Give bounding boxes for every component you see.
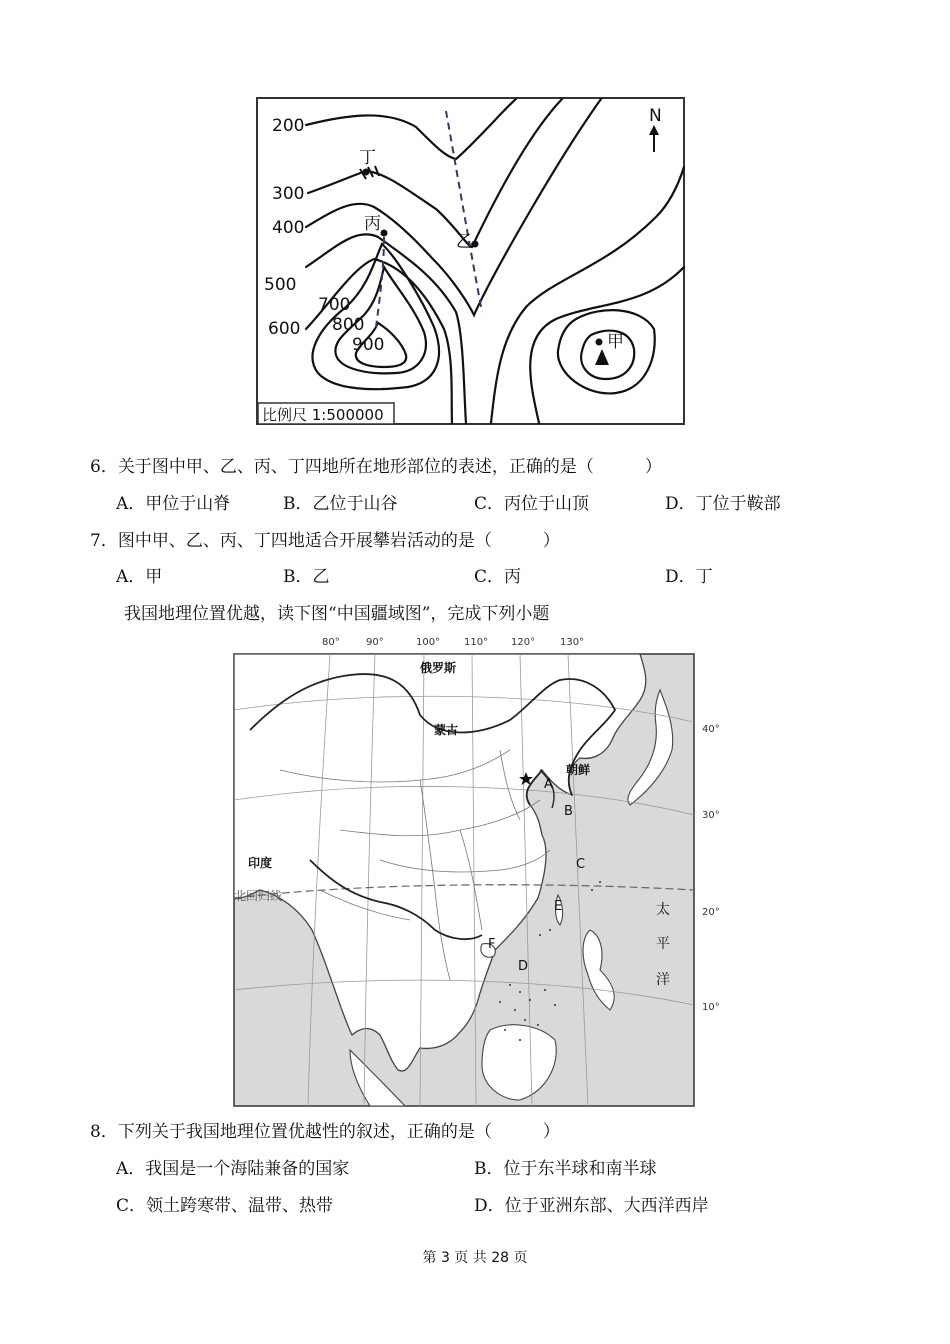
section-intro: 我国地理位置优越，读下图“中国疆域图”，完成下列小题 xyxy=(124,604,550,624)
label-tropic: 北回归线 xyxy=(234,889,283,903)
label-pacific-3: 洋 xyxy=(656,972,670,988)
place-bing: 丙 xyxy=(364,214,381,234)
page-footer: 第 3 页 共 28 页 xyxy=(422,1250,528,1266)
question-6-option-d: D．丁位于鞍部 xyxy=(665,494,781,514)
place-yi: 乙 xyxy=(456,232,473,252)
north-label: N xyxy=(649,106,662,126)
topographic-map xyxy=(256,97,686,427)
point-c: C xyxy=(576,857,586,872)
point-e: E xyxy=(554,899,563,914)
point-a: A xyxy=(544,777,553,792)
label-pacific-1: 太 xyxy=(656,902,670,918)
label-korea: 朝鲜 xyxy=(566,763,591,777)
question-8-option-b: B．位于东半球和南半球 xyxy=(474,1159,657,1179)
lat-label-10: 10° xyxy=(702,1002,720,1013)
contour-label-300: 300 xyxy=(272,184,305,204)
contour-label-500: 500 xyxy=(264,275,297,295)
question-8-stem: 8．下列关于我国地理位置优越性的叙述，正确的是（ ） xyxy=(90,1122,560,1142)
contour-label-700: 700 xyxy=(318,295,351,315)
question-7-option-a: A．甲 xyxy=(116,567,163,587)
contour-label-600: 600 xyxy=(268,319,301,339)
point-bing xyxy=(381,230,388,237)
lon-label-100: 100° xyxy=(416,637,441,648)
point-b: B xyxy=(564,804,573,819)
question-7-option-c: C．丙 xyxy=(474,567,522,587)
question-6-option-a: A．甲位于山脊 xyxy=(116,494,231,514)
point-f: F xyxy=(488,937,496,952)
lon-label-130: 130° xyxy=(560,637,585,648)
question-6-option-b: B．乙位于山谷 xyxy=(283,494,398,514)
place-jia: 甲 xyxy=(607,332,624,352)
contour-label-400: 400 xyxy=(272,218,305,238)
scale-label: 比例尺 1:500000 xyxy=(262,406,384,424)
label-russia: 俄罗斯 xyxy=(420,661,457,675)
question-6-stem: 6．关于图中甲、乙、丙、丁四地所在地形部位的表述，正确的是（ ） xyxy=(90,457,662,477)
question-7-stem: 7．图中甲、乙、丙、丁四地适合开展攀岩活动的是（ ） xyxy=(90,531,560,551)
contour-label-200: 200 xyxy=(272,116,305,136)
contour-label-900: 900 xyxy=(352,335,385,355)
lon-label-80: 80° xyxy=(322,637,340,648)
question-7-option-d: D．丁 xyxy=(665,567,713,587)
question-8-option-c: C．领土跨寒带、温带、热带 xyxy=(116,1196,334,1216)
lon-label-110: 110° xyxy=(464,637,489,648)
contour-label-800: 800 xyxy=(332,315,365,335)
lat-label-20: 20° xyxy=(702,907,720,918)
point-ding xyxy=(363,169,370,176)
question-8-option-d: D．位于亚洲东部、大西洋西岸 xyxy=(474,1196,709,1216)
place-ding: 丁 xyxy=(359,148,376,168)
point-d: D xyxy=(518,959,529,974)
question-6-option-c: C．丙位于山顶 xyxy=(474,494,590,514)
lat-label-40: 40° xyxy=(702,724,720,735)
lon-label-90: 90° xyxy=(366,637,384,648)
point-jia xyxy=(596,339,603,346)
china-territory-map xyxy=(220,630,720,1110)
lat-label-30: 30° xyxy=(702,810,720,821)
label-india: 印度 xyxy=(248,856,273,870)
label-mongolia: 蒙古 xyxy=(434,723,459,737)
question-8-option-a: A．我国是一个海陆兼备的国家 xyxy=(116,1159,350,1179)
question-7-option-b: B．乙 xyxy=(283,567,330,587)
lon-label-120: 120° xyxy=(511,637,536,648)
label-pacific-2: 平 xyxy=(656,936,670,952)
